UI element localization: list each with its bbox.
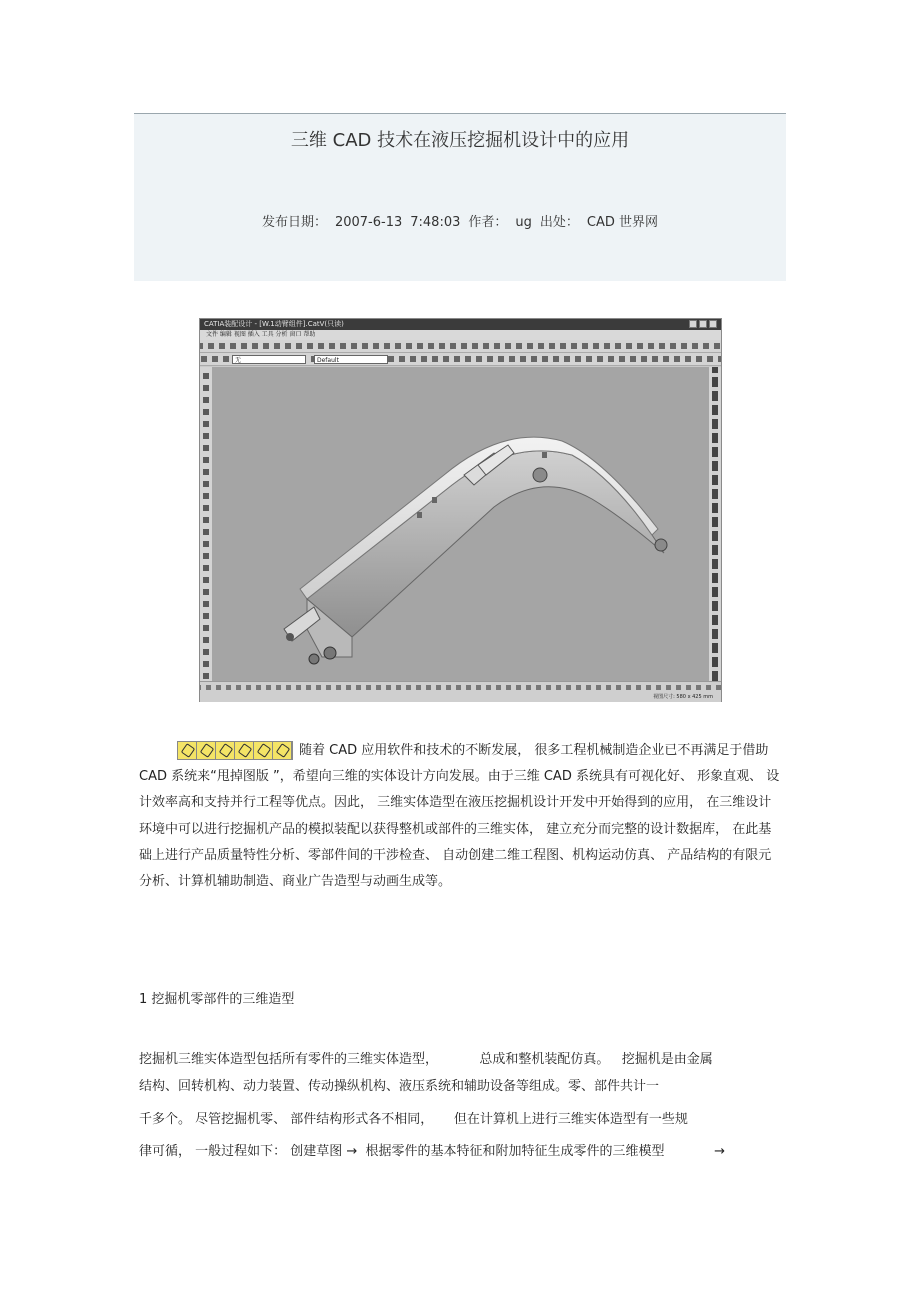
window-buttons — [689, 320, 717, 328]
cad-menubar: 文件 编辑 视图 插入 工具 分析 窗口 帮助 — [200, 330, 721, 340]
body-line: 结构、回转机构、动力装置、传动操纵机构、液压系统和辅助设备等组成。零、部件共计一 — [139, 1079, 660, 1094]
body-line: 挖掘机三维实体造型包括所有零件的三维实体造型， 总成和整机装配仿真。 挖掘机是由金属 — [139, 1052, 713, 1067]
cad-screenshot-figure — [199, 318, 722, 702]
pencil-icon — [216, 742, 235, 759]
maximize-icon — [699, 320, 707, 328]
cad-status-text: 视图尺寸: 580 x 425 mm — [653, 694, 713, 700]
article-meta — [134, 211, 786, 230]
pencil-icon — [235, 742, 254, 759]
intro-text: 随着 CAD 应用软件和技术的不断发展， 很多工程机械制造企业已不再满足于借助 CAD 系统来“甩掉图版 ”，希望向三维的实体设计方向发展。由于三维 CAD 系统具有可视化好、 形象直观、 设计效率高和支持并行工程等优点。因此， 三维实体造型在液压挖掘机设计开发中开始得到的应用， 在三维设计环境中可以进行挖掘机产品的模拟装配以获得整机或部件的三维实体， 建立充分而完整的设计数据库， 在此基础上进行产品质量特性分析、零部件间的干涉检查、 自动创建二维工程图、机构运动仿真、 产品结构的有限元分析、计算机辅助制造、商业广告造型与动画生成等。 — [139, 743, 780, 890]
publish-time: 7:48:03 — [410, 215, 461, 230]
cad-viewport — [212, 367, 709, 681]
article-title: 三维 CAD 技术在液压挖掘机设计中的应用 — [290, 130, 630, 151]
body-line: 律可循， 一般过程如下： 创建草图 → 根据零件的基本特征和附加特征生成零件的三维模型 → — [139, 1144, 726, 1159]
section-heading: 1 挖掘机零部件的三维造型 — [139, 992, 295, 1007]
cad-toolbar-top — [200, 340, 721, 353]
cad-left-toolbar — [200, 367, 212, 681]
source: CAD 世界网 — [586, 215, 659, 230]
pencil-icon — [273, 742, 292, 759]
publish-date: 2007-6-13 — [334, 215, 403, 230]
cad-window-title: CATIA装配设计 - [W.1动臂组件].CatV(只读) — [204, 320, 344, 328]
body-line: 千多个。 尽管挖掘机零、 部件结构形式各不相同， 但在计算机上进行三维实体造型有一些规 — [139, 1112, 688, 1127]
cad-bottom-toolbar — [200, 681, 721, 702]
date-label: 发布日期： — [261, 215, 327, 230]
pencil-icon — [178, 742, 197, 759]
article-header — [134, 113, 786, 281]
pencil-icon — [254, 742, 273, 759]
author: ug — [515, 215, 532, 230]
style-combo: Default — [314, 355, 388, 364]
close-icon — [709, 320, 717, 328]
pencil-icon — [197, 742, 216, 759]
cad-right-toolbar — [709, 367, 721, 681]
layer-combo: 无 — [232, 355, 306, 364]
author-label: 作者： — [468, 215, 508, 230]
source-label: 出处： — [539, 215, 579, 230]
decorative-icon-strip — [177, 741, 293, 760]
cad-window-titlebar — [200, 319, 721, 330]
intro-paragraph — [139, 738, 784, 895]
excavator-boom-model — [212, 367, 709, 681]
minimize-icon — [689, 320, 697, 328]
